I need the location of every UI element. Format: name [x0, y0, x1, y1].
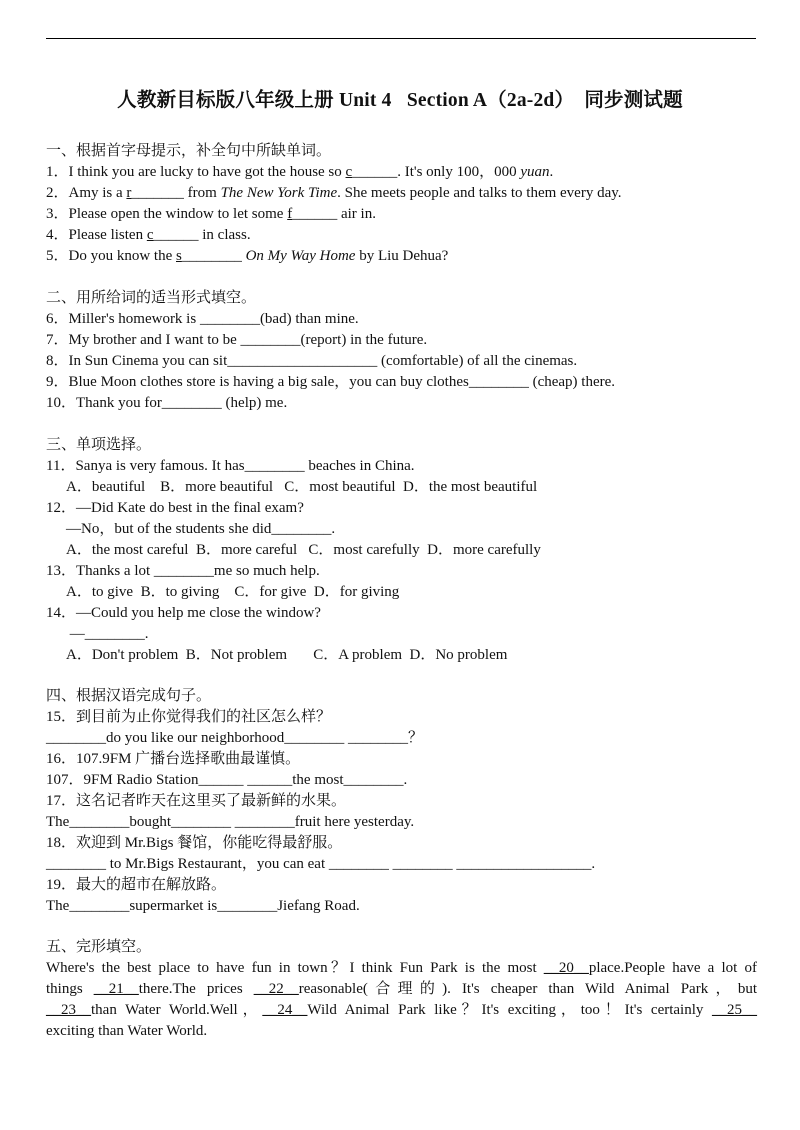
question-7: 7．My brother and I want to be ________(report) in the future.: [46, 332, 428, 348]
cloze-line-1: Where's the best place to have fun in town？I think Fun Park is the most __20__place.People have a lot of: [46, 960, 758, 976]
question-13: 13．Thanks a lot ________me so much help.: [46, 563, 320, 579]
question-12-options: A．the most careful B．more careful C．most carefully D．more carefully: [66, 542, 541, 558]
question-17: 17．这名记者昨天在这里买了最新鲜的水果。: [46, 793, 347, 809]
question-16-english: 107．9FM Radio Station______ ______the most________.: [46, 772, 408, 788]
question-1: 1．I think you are lucky to have got the house so c______. It's only 100，000 yuan.: [46, 164, 554, 180]
question-14-reply: —________.: [66, 626, 149, 642]
question-14: 14．—Could you help me close the window?: [46, 605, 321, 621]
question-19: 19．最大的超市在解放路。: [46, 877, 227, 893]
question-14-options: A．Don't problem B．Not problem C．A problem D．No problem: [66, 647, 508, 663]
question-9: 9．Blue Moon clothes store is having a big sale，you can buy clothes________ (cheap) there.: [46, 374, 616, 390]
question-12: 12．—Did Kate do best in the final exam?: [46, 500, 304, 516]
section3-heading: 三、单项选择。: [46, 437, 152, 453]
question-8: 8．In Sun Cinema you can sit____________________ (comfortable) of all the cinemas.: [46, 353, 578, 369]
cloze-line-2: things __21__there.The prices __22__reasonable(合理的). It's cheaper than Wild Animal Park，but: [46, 981, 757, 997]
question-11: 11．Sanya is very famous. It has________ beaches in China.: [46, 458, 415, 474]
question-11-options: A．beautiful B．more beautiful C．most beautiful D．the most beautiful: [66, 479, 538, 495]
section5-heading: 五、完形填空。: [46, 939, 152, 955]
question-15-english: ________do you like our neighborhood________ ________？: [46, 730, 424, 746]
question-2: 2．Amy is a r_______ from The New York Time. She meets people and talks to them every day.: [46, 185, 622, 201]
question-5: 5．Do you know the s________ On My Way Home by Liu Dehua?: [46, 248, 449, 264]
question-10: 10．Thank you for________ (help) me.: [46, 395, 288, 411]
question-4: 4．Please listen c______ in class.: [46, 227, 251, 243]
question-18: 18．欢迎到 Mr.Bigs 餐馆，你能吃得最舒服。: [46, 835, 343, 851]
question-17-english: The________bought________ ________fruit here yesterday.: [46, 814, 415, 830]
question-6: 6．Miller's homework is ________(bad) than mine.: [46, 311, 359, 327]
section4-heading: 四、根据汉语完成句子。: [46, 688, 212, 704]
question-15: 15．到目前为止你觉得我们的社区怎么样？: [46, 709, 332, 725]
cloze-line-3: __23__than Water World.Well，__24__Wild Animal Park like？It's exciting，too！It's certainly __25__: [46, 1002, 757, 1018]
question-12-reply: —No，but of the students she did________.: [66, 521, 336, 537]
header-rule: [46, 38, 756, 39]
section1-heading: 一、根据首字母提示，补全句中所缺单词。: [46, 143, 332, 159]
page-title: 人教新目标版八年级上册 Unit 4 Section A（2a-2d） 同步测试题: [117, 90, 683, 111]
question-3: 3．Please open the window to let some f______ air in.: [46, 206, 376, 222]
section2-heading: 二、用所给词的适当形式填空。: [46, 290, 257, 306]
question-16: 16．107.9FM 广播台选择歌曲最谨慎。: [46, 751, 301, 767]
cloze-line-4: exciting than Water World.: [46, 1023, 208, 1039]
question-13-options: A．to give B．to giving C．for give D．for giving: [66, 584, 400, 600]
question-18-english: ________ to Mr.Bigs Restaurant，you can eat ________ ________ __________________.: [46, 856, 596, 872]
question-19-english: The________supermarket is________Jiefang Road.: [46, 898, 360, 914]
